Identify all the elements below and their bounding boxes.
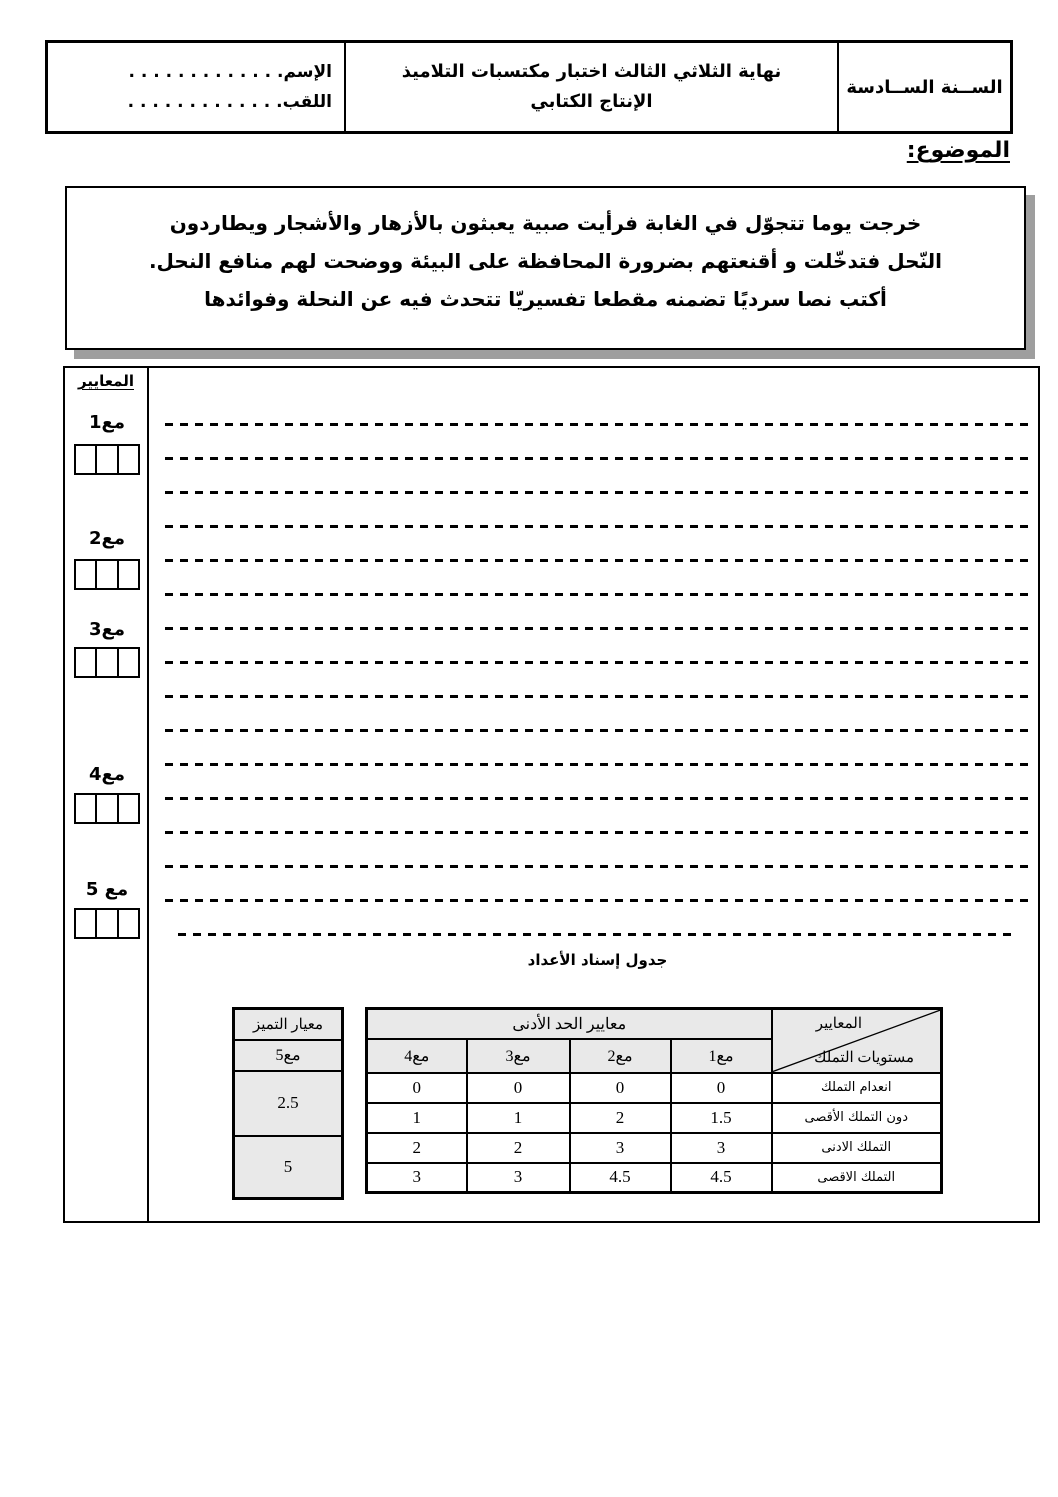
writing-line <box>165 423 1030 426</box>
score-cell <box>95 561 116 588</box>
writing-line <box>165 899 1030 902</box>
score-value: 0 <box>671 1073 772 1103</box>
row-label: دون التملك الأقصى <box>772 1103 942 1133</box>
first-name-field: الإسم. . . . . . . . . . . . . <box>128 62 332 82</box>
writing-line <box>165 559 1030 562</box>
score-cell <box>95 795 116 822</box>
table-row <box>367 1073 942 1103</box>
writing-line <box>165 457 1030 460</box>
score-value: 4.5 <box>570 1163 671 1193</box>
diagonal-top-label: المعايير <box>815 1016 862 1032</box>
criterion-label-4: مع4 <box>89 764 125 785</box>
score-value: 0 <box>570 1073 671 1103</box>
score-box-2 <box>74 559 140 590</box>
score-cell <box>95 446 116 473</box>
score-box-5 <box>74 908 140 939</box>
column-header-3: مع3 <box>467 1039 570 1073</box>
last-name-field: اللقب. . . . . . . . . . . . . <box>127 92 332 112</box>
score-value: 3 <box>570 1133 671 1163</box>
prompt-line: أكتب نصا سرديًا تضمنه مقطعا تفسيريّا تتحدث فيه عن النحلة وفوائدها <box>204 287 887 311</box>
writing-line <box>165 525 1030 528</box>
score-cell <box>76 795 95 822</box>
table-row <box>234 1136 343 1199</box>
column-header-4: مع4 <box>367 1039 467 1073</box>
score-cell <box>76 561 95 588</box>
score-cell <box>117 561 138 588</box>
criteria-sidebar-separator <box>147 368 149 1221</box>
prompt-box <box>65 186 1026 350</box>
subject-heading: الموضوع: <box>906 138 1010 163</box>
writing-line <box>165 695 1030 698</box>
score-box-4 <box>74 793 140 824</box>
excellence-value-1: 2.5 <box>234 1071 343 1136</box>
prompt-line: النّحل فتدخّلت و أقنعتهم بضرورة المحافظة على البيئة ووضحت لهم منافع النحل. <box>148 249 943 273</box>
column-header-2: مع2 <box>570 1039 671 1073</box>
prompt-line: خرجت يوما تتجوّل في الغابة فرأيت صبية يعبثون بالأزهار والأشجار ويطاردون <box>169 211 922 235</box>
table-row <box>367 1103 942 1133</box>
criterion-label-5: مع 5 <box>85 879 129 900</box>
score-value: 0 <box>367 1073 467 1103</box>
score-value: 0 <box>467 1073 570 1103</box>
row-label: التملك الاقصى <box>772 1163 942 1193</box>
score-cell <box>117 910 138 937</box>
score-value: 2 <box>367 1133 467 1163</box>
score-value: 1.5 <box>671 1103 772 1133</box>
score-cell <box>117 649 138 676</box>
score-cell <box>76 649 95 676</box>
writing-line <box>165 831 1030 834</box>
min-criteria-header: معايير الحد الأدنى <box>367 1009 772 1039</box>
exam-title-line2: الإنتاج الكتابي <box>530 91 653 112</box>
score-value: 2 <box>467 1133 570 1163</box>
row-label: انعدام التملك <box>772 1073 942 1103</box>
exam-title-cell <box>344 43 837 131</box>
diagonal-header-cell <box>772 1009 942 1073</box>
table-row <box>367 1163 942 1193</box>
table-row <box>367 1133 942 1163</box>
writing-line <box>165 797 1030 800</box>
score-cell <box>76 910 95 937</box>
grade-cell: الســنة الســادسة <box>837 43 1010 131</box>
excellence-criterion: مع5 <box>234 1040 343 1071</box>
score-value: 3 <box>367 1163 467 1193</box>
score-value: 3 <box>467 1163 570 1193</box>
excellence-header: معيار التميز <box>234 1009 343 1040</box>
score-cell <box>76 446 95 473</box>
excellence-value-2: 5 <box>234 1136 343 1199</box>
excellence-table <box>232 1007 344 1200</box>
writing-line <box>165 627 1030 630</box>
header-table <box>45 40 1013 134</box>
score-value: 3 <box>671 1133 772 1163</box>
table-row <box>234 1071 343 1136</box>
writing-line <box>165 763 1030 766</box>
criteria-panel-title: المعايير <box>77 372 134 390</box>
writing-line <box>165 729 1030 732</box>
score-value: 2 <box>570 1103 671 1133</box>
answer-frame <box>63 366 1040 1223</box>
score-value: 1 <box>367 1103 467 1133</box>
column-header-1: مع1 <box>671 1039 772 1073</box>
score-box-1 <box>74 444 140 475</box>
score-cell <box>95 910 116 937</box>
table-row <box>367 1009 942 1039</box>
diagonal-bottom-label: مستويات التملك <box>814 1049 914 1066</box>
criterion-label-3: مع3 <box>89 619 125 640</box>
score-value: 1 <box>467 1103 570 1133</box>
score-value: 4.5 <box>671 1163 772 1193</box>
criterion-label-1: مع1 <box>89 412 125 433</box>
writing-line <box>178 933 1015 936</box>
score-cell <box>117 795 138 822</box>
score-cell <box>95 649 116 676</box>
writing-line <box>165 593 1030 596</box>
row-label: التملك الادنى <box>772 1133 942 1163</box>
score-cell <box>117 446 138 473</box>
writing-line <box>165 661 1030 664</box>
grading-table-title: جدول إسناد الأعداد <box>527 951 668 969</box>
writing-line <box>165 865 1030 868</box>
table-row <box>234 1040 343 1071</box>
student-name-cell <box>48 43 344 131</box>
writing-line <box>165 491 1030 494</box>
criterion-label-2: مع2 <box>89 528 125 549</box>
levels-table <box>365 1007 943 1194</box>
score-box-3 <box>74 647 140 678</box>
table-row <box>234 1009 343 1040</box>
exam-title-line1: نهاية الثلاثي الثالث اختبار مكتسبات التلاميذ <box>401 61 782 82</box>
